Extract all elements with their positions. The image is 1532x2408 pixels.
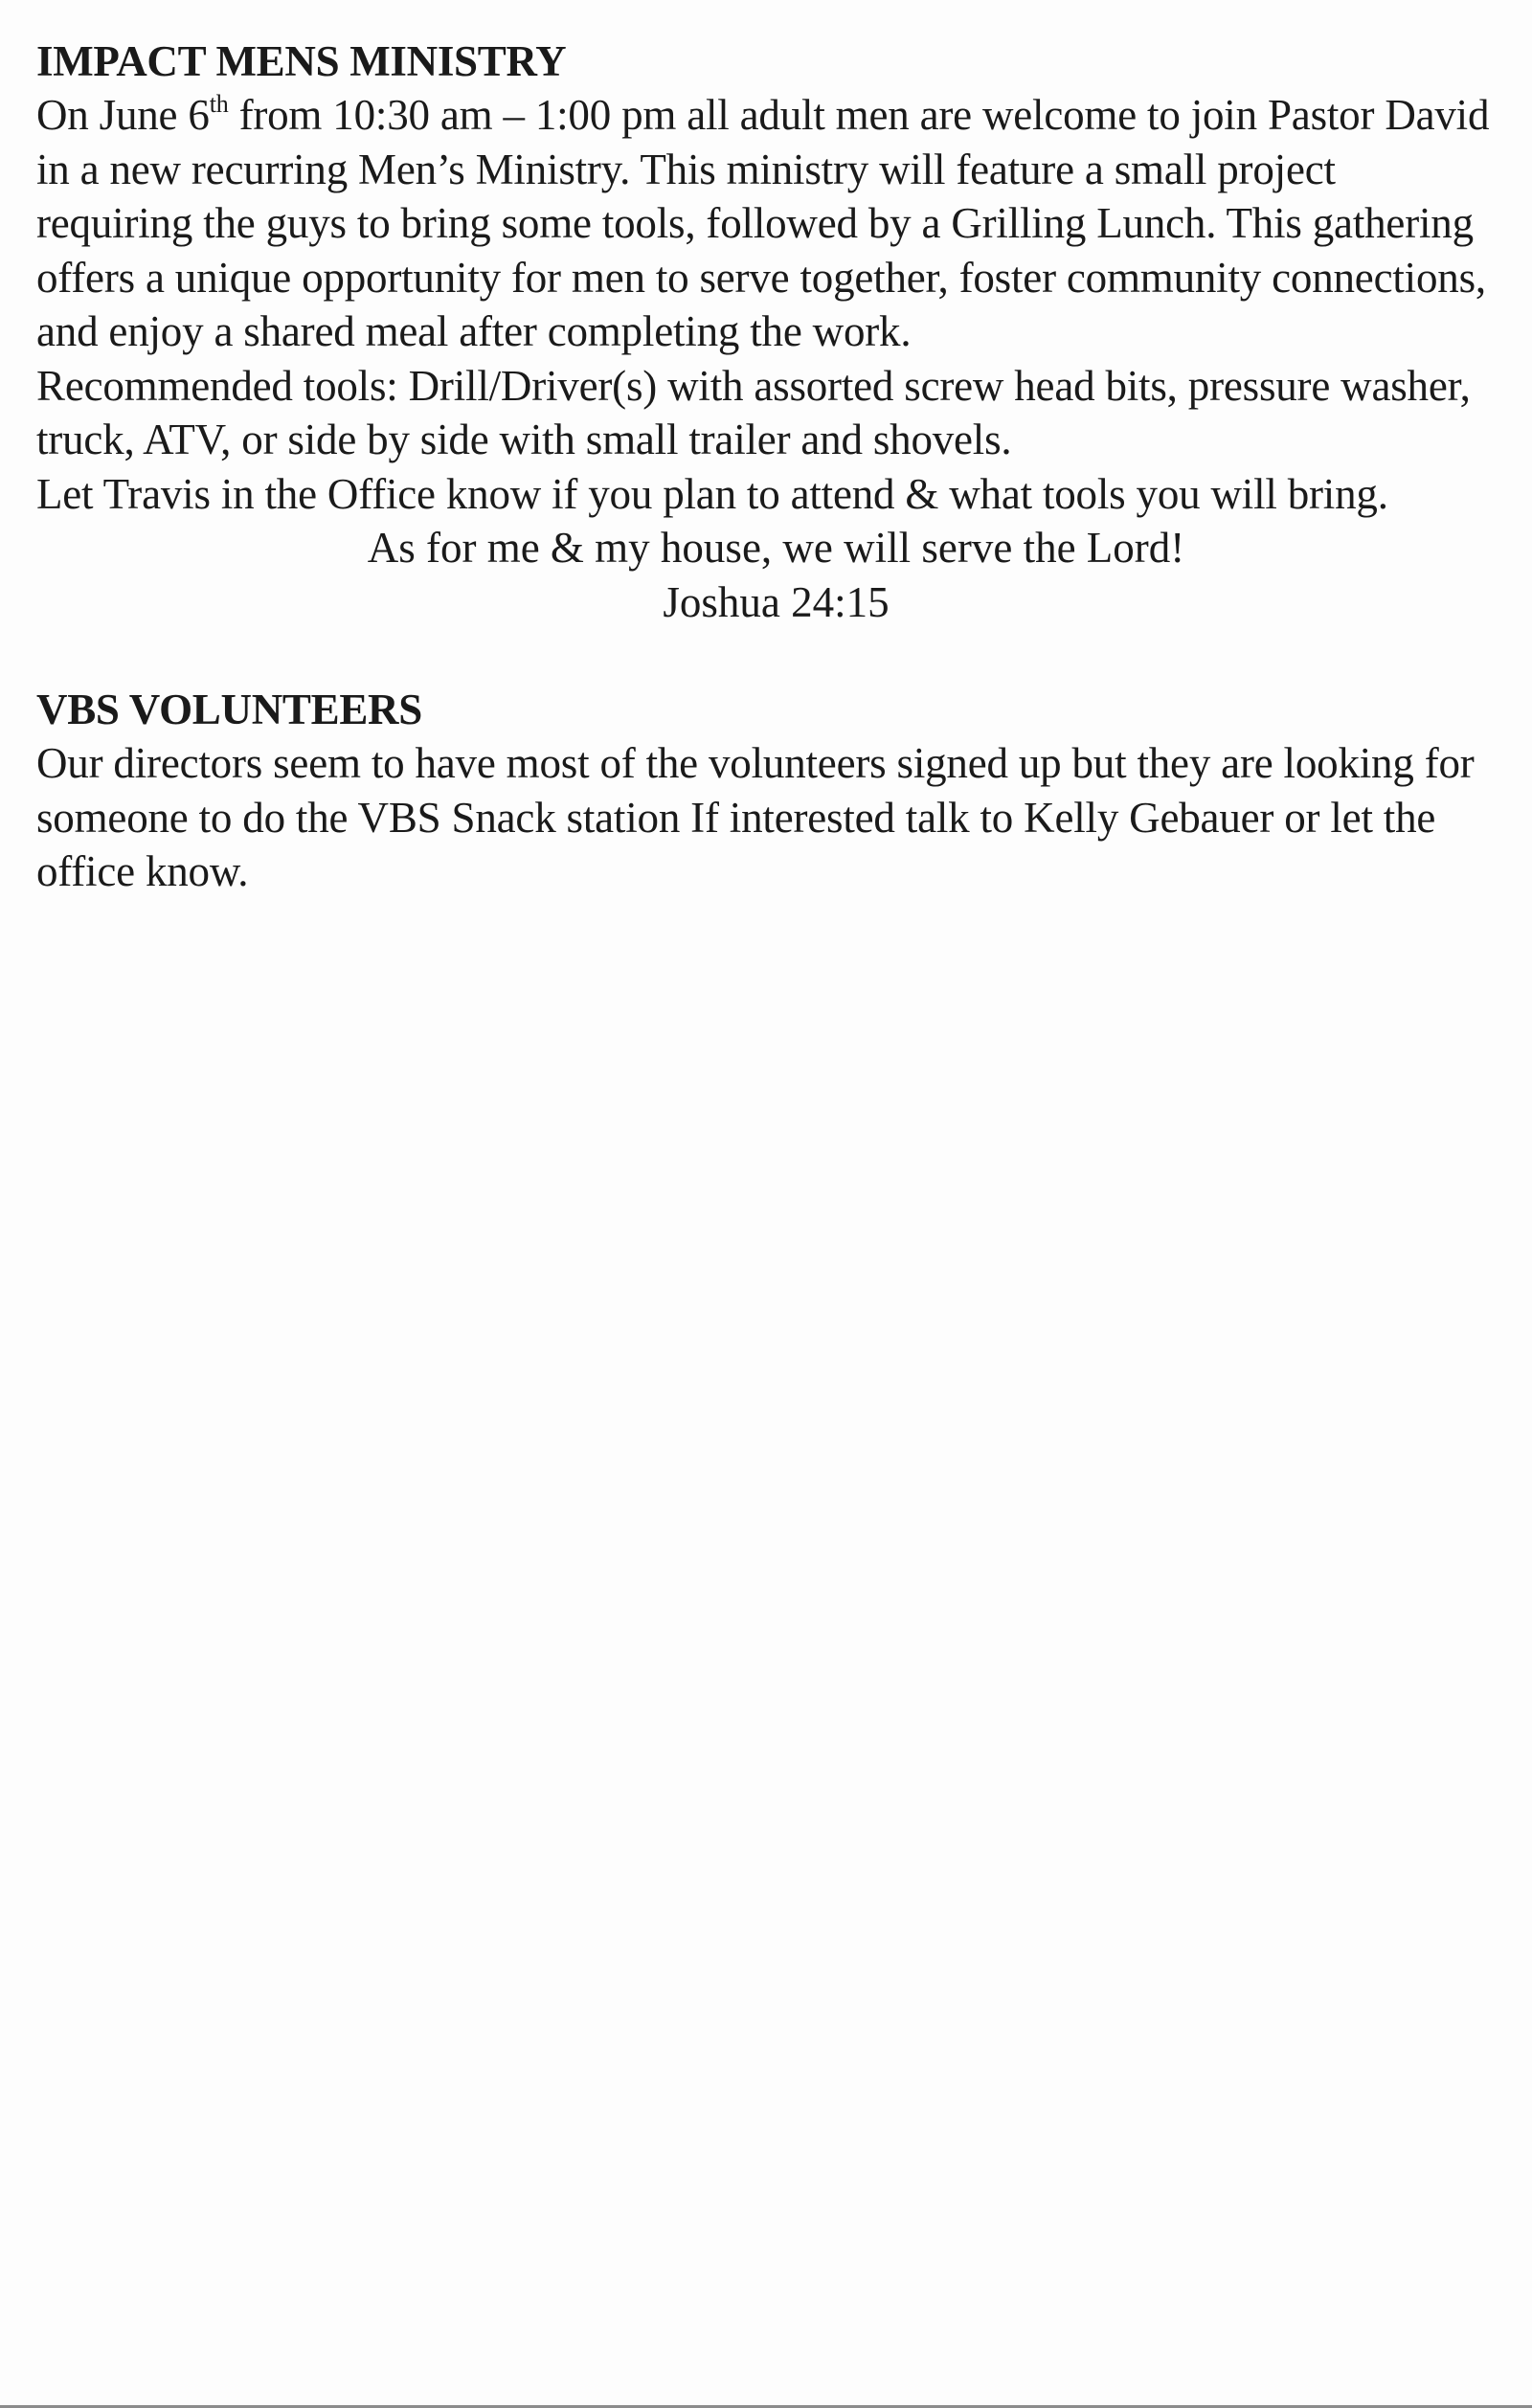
recommended-tools: Recommended tools: Drill/Driver(s) with assorted screw head bits, pressure washer, truck, ATV, or side by side with small trailer and shovels. [36, 361, 1471, 463]
ordinal-suffix: th [209, 90, 229, 118]
event-description-body: from 10:30 am – 1:00 pm all adult men are welcome to join Pastor David in a new recurring Men’s Ministry. This ministry will feature a small project requiring the guys to bring some tools, followed by a Grilling Lunch. This gathering offers a unique opportunity for men to serve together, foster community connections, and enjoy a shared meal after completing the work. [36, 91, 1490, 355]
section-spacer [36, 629, 1501, 683]
event-description [36, 88, 1501, 359]
scripture-reference: Joshua 24:15 [663, 577, 890, 626]
event-date-prefix: On June 6 [36, 91, 210, 139]
bulletin-page [36, 34, 1501, 899]
section-title: VBS VOLUNTEERS [36, 686, 422, 733]
section-vbs-volunteers [36, 683, 1501, 899]
section-impact-mens-ministry [36, 34, 1501, 629]
contact-note: Let Travis in the Office know if you plan to attend & what tools you will bring. [36, 469, 1388, 518]
volunteer-request: Our directors seem to have most of the volunteers signed up but they are looking for someone to do the VBS Snack station If interested talk to Kelly Gebauer or let the office know. [36, 739, 1475, 895]
section-title: IMPACT MENS MINISTRY [36, 37, 567, 85]
scripture-quote: As for me & my house, we will serve the Lord! [367, 524, 1185, 572]
